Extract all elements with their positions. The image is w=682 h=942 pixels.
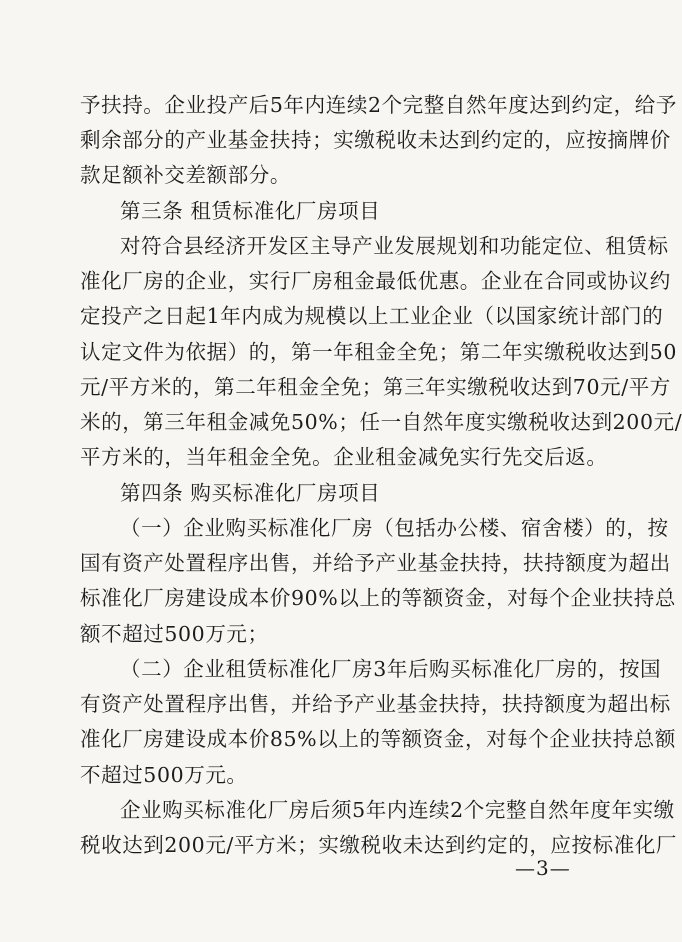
body-line: 予扶持。企业投产后5年内连续2个完整自然年度达到约定，给予 bbox=[80, 93, 677, 117]
body-line: 元/平方米的，第二年租金全免；第三年实缴税收达到70元/平方 bbox=[80, 375, 671, 399]
body-line: （二）企业租赁标准化厂房3年后购买标准化厂房的，按国 bbox=[120, 657, 662, 681]
body-line: 准化厂房建设成本价85%以上的等额资金，对每个企业扶持总额 bbox=[80, 727, 676, 751]
body-line: 认定文件为依据）的，第一年租金全免；第二年实缴税收达到50 bbox=[80, 340, 677, 364]
body-line: 对符合县经济开发区主导产业发展规划和功能定位、租赁标 bbox=[120, 234, 669, 258]
body-line: 额不超过500万元； bbox=[80, 622, 269, 646]
body-line: 不超过500万元。 bbox=[80, 763, 248, 787]
body-line: 有资产处置程序出售，并给予产业基金扶持，扶持额度为超出标 bbox=[80, 692, 671, 716]
body-line: （一）企业购买标准化厂房（包括办公楼、宿舍楼）的，按 bbox=[120, 516, 669, 540]
body-line: 国有资产处置程序出售，并给予产业基金扶持，扶持额度为超出 bbox=[80, 551, 671, 575]
body-line: 款足额补交差额部分。 bbox=[80, 163, 291, 187]
body-line: 米的，第三年租金减免50%；任一自然年度实缴税收达到200元/ bbox=[80, 410, 682, 434]
article-heading: 第四条 购买标准化厂房项目 bbox=[120, 481, 381, 505]
body-line: 准化厂房的企业，实行厂房租金最低优惠。企业在合同或协议约 bbox=[80, 269, 671, 293]
body-line: 定投产之日起1年内成为规模以上工业企业（以国家统计部门的 bbox=[80, 304, 664, 328]
page-number: —3— bbox=[515, 856, 571, 880]
article-heading: 第三条 租赁标准化厂房项目 bbox=[120, 199, 381, 223]
body-line: 企业购买标准化厂房后须5年内连续2个完整自然年度年实缴 bbox=[120, 798, 675, 822]
body-line: 标准化厂房建设成本价90%以上的等额资金，对每个企业扶持总 bbox=[80, 586, 676, 610]
body-line: 税收达到200元/平方米；实缴税收未达到约定的，应按标准化厂 bbox=[80, 833, 678, 857]
body-line: 平方米的，当年租金全免。企业租金减免实行先交后返。 bbox=[80, 445, 608, 469]
body-line: 剩余部分的产业基金扶持；实缴税收未达到约定的，应按摘牌价 bbox=[80, 128, 671, 152]
